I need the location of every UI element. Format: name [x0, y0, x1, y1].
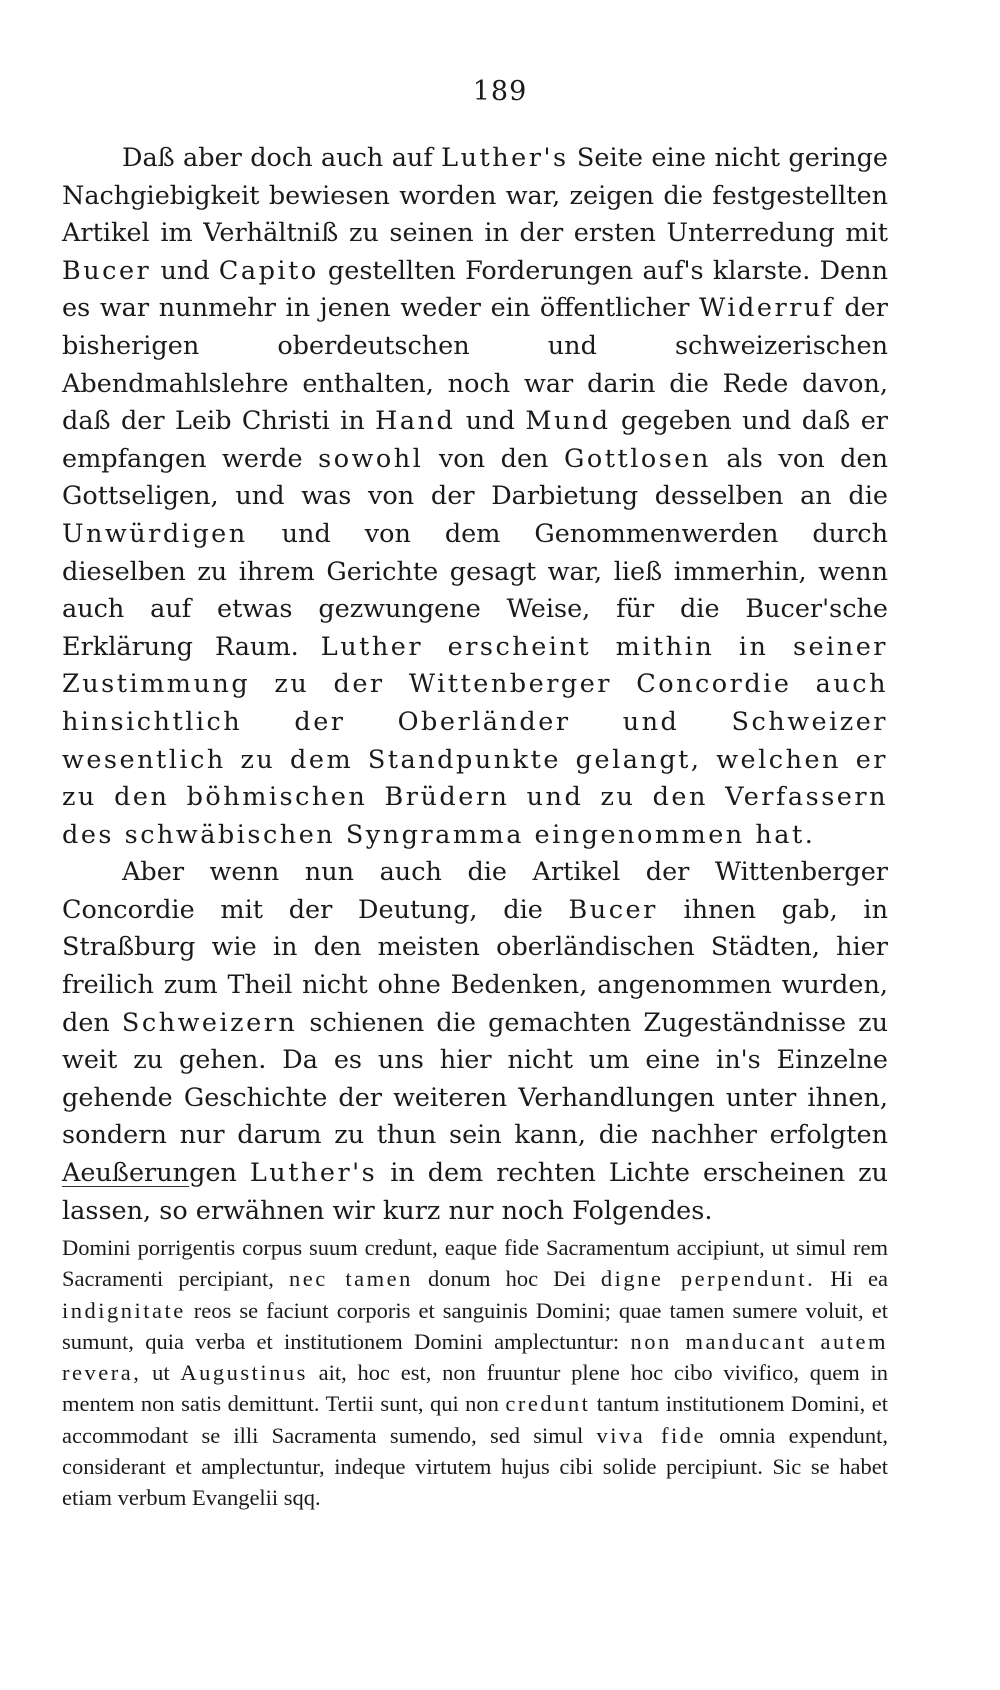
- spaced-text: Luther's: [441, 143, 569, 173]
- text-run: Domini porrigentis corpus suum credunt, eaque fide Sacramentum accipiunt, ut simul rem Sacramenti percipiant,: [62, 1235, 888, 1292]
- text-run: gegeben und daß er empfangen werde: [62, 406, 888, 474]
- spaced-text: Hand: [375, 406, 456, 437]
- text-run: Aber wenn nun auch die Artikel der Wittenberger Concordie mit der Deutung, die: [62, 857, 888, 925]
- text-run: der bisherigen oberdeutschen und schweizerischen Abendmahlslehre enthalten, noch war darin die Rede davon, daß der Leib Christi in: [62, 293, 888, 437]
- footnote-text: [62, 1232, 888, 1514]
- spaced-text: digne perpendunt.: [600, 1266, 816, 1292]
- text-run: von den: [423, 443, 565, 474]
- spaced-text: nec tamen: [289, 1266, 413, 1292]
- text-run: tantum institutionem Domini, et accommodant se illi Sacramenta sumendo, sed simul: [62, 1391, 888, 1448]
- spaced-text: Bucer: [62, 255, 152, 286]
- spaced-text: Luther erscheint mithin in seiner Zustimmung zu der Wittenberger Concordie auch hinsichtlich der Oberländer und Schweizer wesentlich zu dem Standpunkte gelangt, welchen er zu den böhmischen Brüdern und zu den Verfassern des schwäbischen Syngramma eingenommen hat.: [62, 631, 888, 850]
- footnote-divider: [62, 1186, 189, 1187]
- spaced-text: Gottlosen: [564, 443, 711, 474]
- spaced-text: Capito: [218, 255, 319, 286]
- main-text: [62, 140, 888, 1230]
- spaced-text: sowohl: [318, 443, 424, 474]
- spaced-text: Augustinus: [180, 1360, 308, 1386]
- spaced-text: indignitate: [62, 1297, 186, 1323]
- text-run: schienen die gemachten Zugeständnisse zu weit zu gehen. Da es uns hier nicht um eine in's Einzelne gehende Geschichte der weiteren Verhandlungen unter ihnen, sondern nur darum zu thun sein kann, die nachher erfolgten Aeußerungen: [62, 1007, 889, 1189]
- footnote: [62, 1232, 888, 1514]
- paragraph: [62, 140, 888, 854]
- text-run: Daß aber doch auch auf: [122, 143, 442, 173]
- text-run: gestellten Forderungen auf's klarste. Denn es war nunmehr in jenen weder ein öffentlicher: [62, 255, 888, 324]
- text-run: ihnen gab, in Straßburg wie in den meisten oberländischen Städten, hier freilich zum Theil nicht ohne Bedenken, angenommen wurden, den: [62, 894, 888, 1038]
- spaced-text: Mund: [525, 406, 611, 437]
- spaced-text: Bucer: [568, 894, 658, 925]
- text-run: Seite eine nicht geringe Nachgiebigkeit bewiesen worden war, zeigen die festgestellten Artikel im Verhältniß zu seinen in der ersten Unterredung mit: [62, 143, 888, 249]
- text-run: reos se faciunt corporis et sanguinis Domini; quae tamen sumere voluit, et sumunt, quia verba et institutionem Domini amplectuntur:: [62, 1297, 888, 1354]
- text-run: in dem rechten Lichte erscheinen zu lassen, so erwähnen wir kurz nur noch Folgendes.: [62, 1158, 888, 1226]
- spaced-text: Unwürdigen: [62, 518, 248, 549]
- paragraph: [62, 854, 888, 1230]
- page-number: 189: [472, 76, 528, 107]
- text-run: donum hoc Dei: [412, 1266, 601, 1292]
- spaced-text: Schweizern: [121, 1007, 298, 1038]
- text-run: und: [455, 406, 526, 437]
- text-run: als von den Gottseligen, und was von der Darbietung desselben an die: [62, 443, 889, 512]
- spaced-text: credunt: [505, 1391, 591, 1417]
- spaced-text: Widerruf: [699, 293, 835, 324]
- text-run: omnia expendunt, considerant et amplectuntur, indeque virtutem hujus cibi solide percipiunt. Sic se habet etiam verbum Evangelii sqq.: [62, 1422, 889, 1511]
- text-run: Hi ea: [815, 1266, 888, 1292]
- spaced-text: Luther's: [249, 1158, 378, 1189]
- spaced-text: non manducant autem revera,: [62, 1328, 888, 1386]
- text-run: ut: [141, 1360, 181, 1386]
- spaced-text: viva fide: [596, 1422, 706, 1448]
- text-run: und von dem Genommenwerden durch dieselben zu ihrem Gerichte gesagt war, ließ immerhin, wenn auch auf etwas gezwungene Weise, für die Bucer'sche Erklärung Raum.: [62, 518, 888, 662]
- text-run: ait, hoc est, non fruuntur plene hoc cibo vivifico, quem in mentem non satis demittunt. Tertii sunt, qui non: [62, 1360, 888, 1417]
- text-run: und: [151, 255, 219, 286]
